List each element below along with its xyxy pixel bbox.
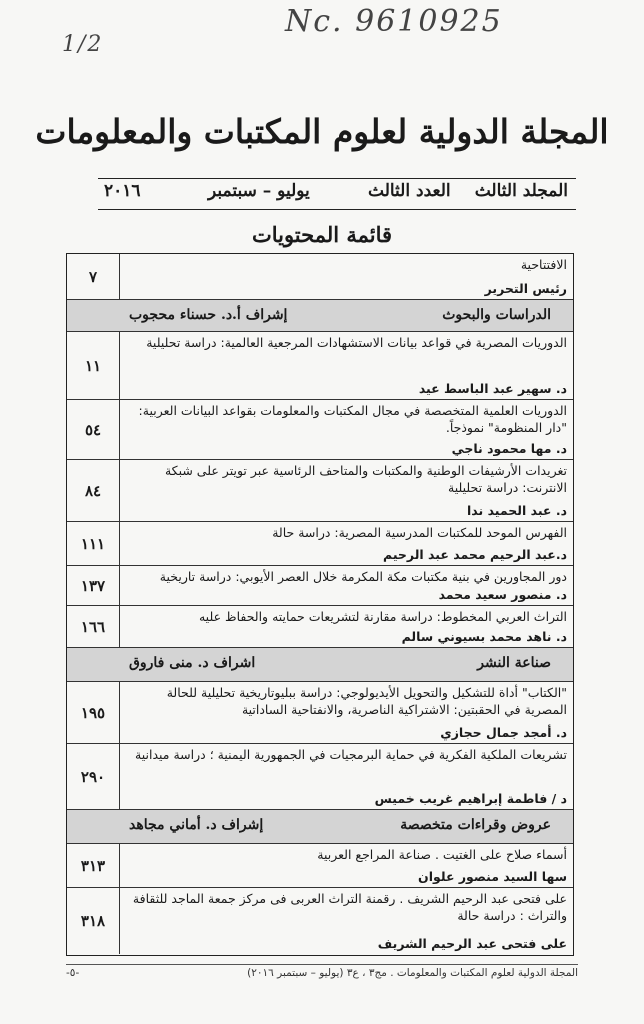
issue-volume: المجلد الثالث [474, 181, 568, 201]
toc-page-number: ٥٤ [67, 400, 120, 459]
toc-page-number: ٢٩٠ [67, 744, 120, 809]
toc-page-number: ١١ [67, 332, 120, 399]
handwritten-reference: Nc. 9610925 [285, 4, 503, 39]
toc-entry-author: د. أمجد جمال حجازي [440, 725, 567, 740]
toc-title: قائمة المحتويات [251, 222, 393, 247]
section-name: الدراسات والبحوث [442, 307, 551, 323]
section-supervisor: إشراف د. أماني مجاهد [129, 817, 264, 833]
footer-divider [66, 964, 578, 965]
toc-entry-author: على فتحى عبد الرحيم الشريف [377, 936, 567, 951]
toc-entry-author: رئيس التحرير [484, 281, 567, 296]
toc-row [67, 254, 573, 300]
toc-entry-title: دور المجاورين في بنية مكتبات مكة المكرمة خلال العصر الأيوبي: دراسة تاريخية [159, 569, 567, 584]
toc-page-number: ٨٤ [67, 460, 120, 521]
toc-page-number: ١١١ [67, 522, 120, 565]
issue-year: ٢٠١٦ [104, 181, 141, 201]
toc-row [67, 400, 573, 460]
toc-row [67, 332, 573, 400]
toc-page-number: ١٩٥ [67, 682, 120, 743]
journal-title: المجلة الدولية لعلوم المكتبات والمعلومات [35, 112, 609, 151]
issue-number: العدد الثالث [368, 181, 451, 201]
toc-entry-title: "الكتاب" أداة للتشكيل والتحويل الأيديولوجي: دراسة ببليوتاريخية تحليلية للحالة المصرية في الحقبتين: الاشتراكية الناصرية، والانفتاحية الساداتية [166, 685, 567, 717]
toc-entry-author: د / فاطمة إبراهيم غريب خميس [374, 791, 567, 806]
footer-citation: المجلة الدولية لعلوم المكتبات والمعلومات . مج٣ ، ع٣ (يوليو – سبتمبر ٢٠١٦) [247, 967, 578, 979]
toc-entry-author: سها السيد منصور علوان [418, 869, 567, 884]
toc-entry-author: د. مها محمود ناجي [451, 441, 567, 456]
section-header [67, 648, 573, 682]
toc-page-number: ٣١٨ [67, 888, 120, 954]
toc-page-number: ١٣٧ [67, 566, 120, 605]
toc-page-number: ١٦٦ [67, 606, 120, 647]
toc-entry-author: د. ناهد محمد بسيوني سالم [401, 629, 567, 644]
toc-entry-title: الفهرس الموحد للمكتبات المدرسية المصرية: دراسة حالة [272, 525, 567, 540]
section-name: عروض وقراءات متخصصة [400, 817, 551, 833]
footer-page-number: -٥- [66, 967, 80, 979]
toc-entry-title: تشريعات الملكية الفكرية في حماية البرمجيات في الجمهورية اليمنية ؛ دراسة ميدانية [135, 747, 567, 762]
toc-row [67, 522, 573, 566]
toc-entry-author: د. منصور سعيد محمد [438, 587, 567, 602]
toc-entry-title: التراث العربي المخطوط: دراسة مقارنة لتشريعات حمايته والحفاظ عليه [198, 609, 567, 624]
issue-date: يوليو – سبتمبر [208, 181, 310, 201]
toc-entry-title: الافتتاحية [520, 257, 567, 272]
toc-entry-title: أسماء صلاح على الغتيت . صناعة المراجع العربية [317, 847, 567, 862]
toc-entry-author: د. سهير عبد الباسط عيد [418, 381, 567, 396]
toc-row [67, 744, 573, 810]
toc-entry-title: تغريدات الأرشيفات الوطنية والمكتبات والمتاحف الرئاسية عبر تويتر على شبكة الانترنت: دراسة تحليلية [164, 463, 567, 495]
toc-entry-title: الدوريات العلمية المتخصصة في مجال المكتبات والمعلومات بقواعد البيانات العربية: "دار المنظومة" نموذجاً. [138, 403, 567, 435]
toc-entry-author: د.عبد الرحيم محمد عبد الرحيم [383, 547, 567, 562]
handwritten-page-fraction: 1/2 [62, 32, 104, 57]
section-header [67, 300, 573, 332]
section-header [67, 810, 573, 844]
section-supervisor: إشراف أ.د. حسناء محجوب [129, 307, 288, 323]
toc-entry-title: الدوريات المصرية في قواعد بيانات الاستشهادات المرجعية العالمية: دراسة تحليلية [146, 335, 567, 350]
toc-row [67, 606, 573, 648]
toc-page-number: ٧ [67, 254, 120, 299]
toc-page-number: ٣١٣ [67, 844, 120, 887]
toc-row [67, 566, 573, 606]
toc-row [67, 682, 573, 744]
toc-row [67, 888, 573, 954]
toc-entry-title: على فتحى عبد الرحيم الشريف . رقمنة التراث العربى فى مركز جمعة الماجد للثقافة والتراث : دراسة حالة [132, 891, 567, 923]
section-name: صناعة النشر [477, 655, 551, 671]
section-supervisor: اشراف د. منى فاروق [129, 655, 256, 671]
toc-row [67, 844, 573, 888]
toc-row [67, 460, 573, 522]
issue-info-bar [98, 178, 576, 210]
toc-table [66, 253, 574, 956]
toc-entry-author: د. عبد الحميد ندا [467, 503, 567, 518]
